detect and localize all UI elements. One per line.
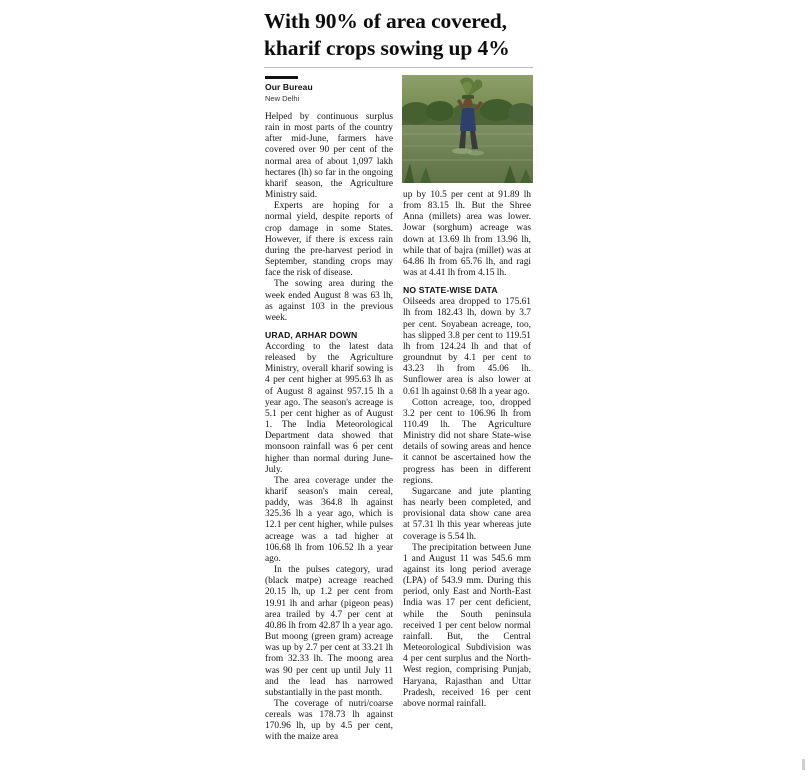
paragraph: Cotton acreage, too, dropped 3.2 per cent to 106.96 lh from 110.49 lh. The Agriculture Ministry did not share State-wise details of sowing areas and hence it cannot be ascertained how the progress has been in different regions. <box>403 397 531 486</box>
paragraph: The precipitation between June 1 and August 11 was 545.6 mm against its long period average (LPA) of 543.9 mm. During this period, only East and North-East India was 17 per cent deficient, while the South peninsula received 1 per cent below normal rainfall. But, the Central Meteorological Subdivision was 4 per cent surplus and the North-West region, comprising Punjab, Haryana, Rajasthan and Uttar Pradesh, received 16 per cent above normal rainfall. <box>403 542 531 709</box>
farmer-in-paddy-field-photo <box>402 75 533 183</box>
paragraph: According to the latest data released by the Agriculture Ministry, overall kharif sowing is 4 per cent higher at 995.63 lh as of August 8 against 957.15 lh a year ago. The season's acreage is 5.1 per cent higher as of August 1. The India Meteorological Department data showed that monsoon rainfall was 6 per cent higher than normal during June-July. <box>265 341 393 475</box>
paragraph: The coverage of nutri/coarse cereals was 178.73 lh against 170.96 lh, up by 4.5 per cent, with the maize area <box>265 698 393 743</box>
paragraph: up by 10.5 per cent at 91.89 lh from 83.15 lh. But the Shree Anna (millets) area was lower. Jowar (sorghum) acreage was down at 13.69 lh from 13.96 lh, while that of bajra (millet) was at 64.86 lh from 65.76 lh, and ragi was at 4.41 lh from 4.15 lh. <box>403 190 531 279</box>
byline-author: Our Bureau <box>265 82 313 92</box>
paragraph: Helped by continuous surplus rain in most parts of the country after mid-June, farmers have covered over 90 per cent of the normal area of about 1,097 lakh hectares (lh) so far in the ongoing kharif season, the Agriculture Ministry said. <box>265 112 393 201</box>
article-column-right <box>403 190 531 710</box>
article-column-left <box>265 112 393 744</box>
byline <box>265 76 385 104</box>
paragraph: In the pulses category, urad (black matpe) acreage reached 20.15 lh, up 1.2 per cent from 19.91 lh and arhar (pigeon peas) area trailed by 4.7 per cent at 40.86 lh from 42.87 lh a year ago. But moong (green gram) acreage was up by 2.7 per cent at 33.21 lh from 32.33 lh. The moong area was 90 per cent up until July 11 and the lead has narrowed substantially in the past month. <box>265 565 393 698</box>
paragraph: Experts are hoping for a normal yield, despite reports of crop damage in some States. However, if there is excess rain during the pre-harvest period in September, standing crops may face the risk of disease. <box>265 201 393 279</box>
page-edge-mark <box>802 759 805 770</box>
byline-location: New Delhi <box>265 94 300 103</box>
paragraph: Sugarcane and jute planting has nearly been completed, and provisional data show cane area at 57.31 lh this year whereas jute coverage is 5.54 lh. <box>403 486 531 542</box>
article-headline-block <box>264 8 534 62</box>
section-subhead-urad-arhar: URAD, ARHAR DOWN <box>265 329 358 340</box>
paragraph: Oilseeds area dropped to 175.61 lh from 182.43 lh, down by 3.7 per cent. Soyabean acreage, too, has slipped 3.8 per cent to 119.51 lh from 124.24 lh and that of groundnut by 4.1 per cent to 43.23 lh from 45.06 lh. Sunflower area is also lower at 0.61 lh against 0.68 lh a year ago. <box>403 297 531 397</box>
headline-divider <box>264 67 533 68</box>
page-title: With 90% of area covered, kharif crops sowing up 4% <box>264 9 510 60</box>
paragraph: The area coverage under the kharif season's main cereal, paddy, was 364.8 lh against 325.36 lh a year ago, which is 12.1 per cent higher, while pulses acreage was a tad higher at 106.68 lh from 106.52 lh a year ago. <box>265 475 393 564</box>
section-subhead-no-state-wise-data: NO STATE-WISE DATA <box>403 285 498 296</box>
byline-accent-bar <box>265 76 298 79</box>
paragraph: The sowing area during the week ended August 8 was 63 lh, as against 103 in the previous week. <box>265 279 393 323</box>
